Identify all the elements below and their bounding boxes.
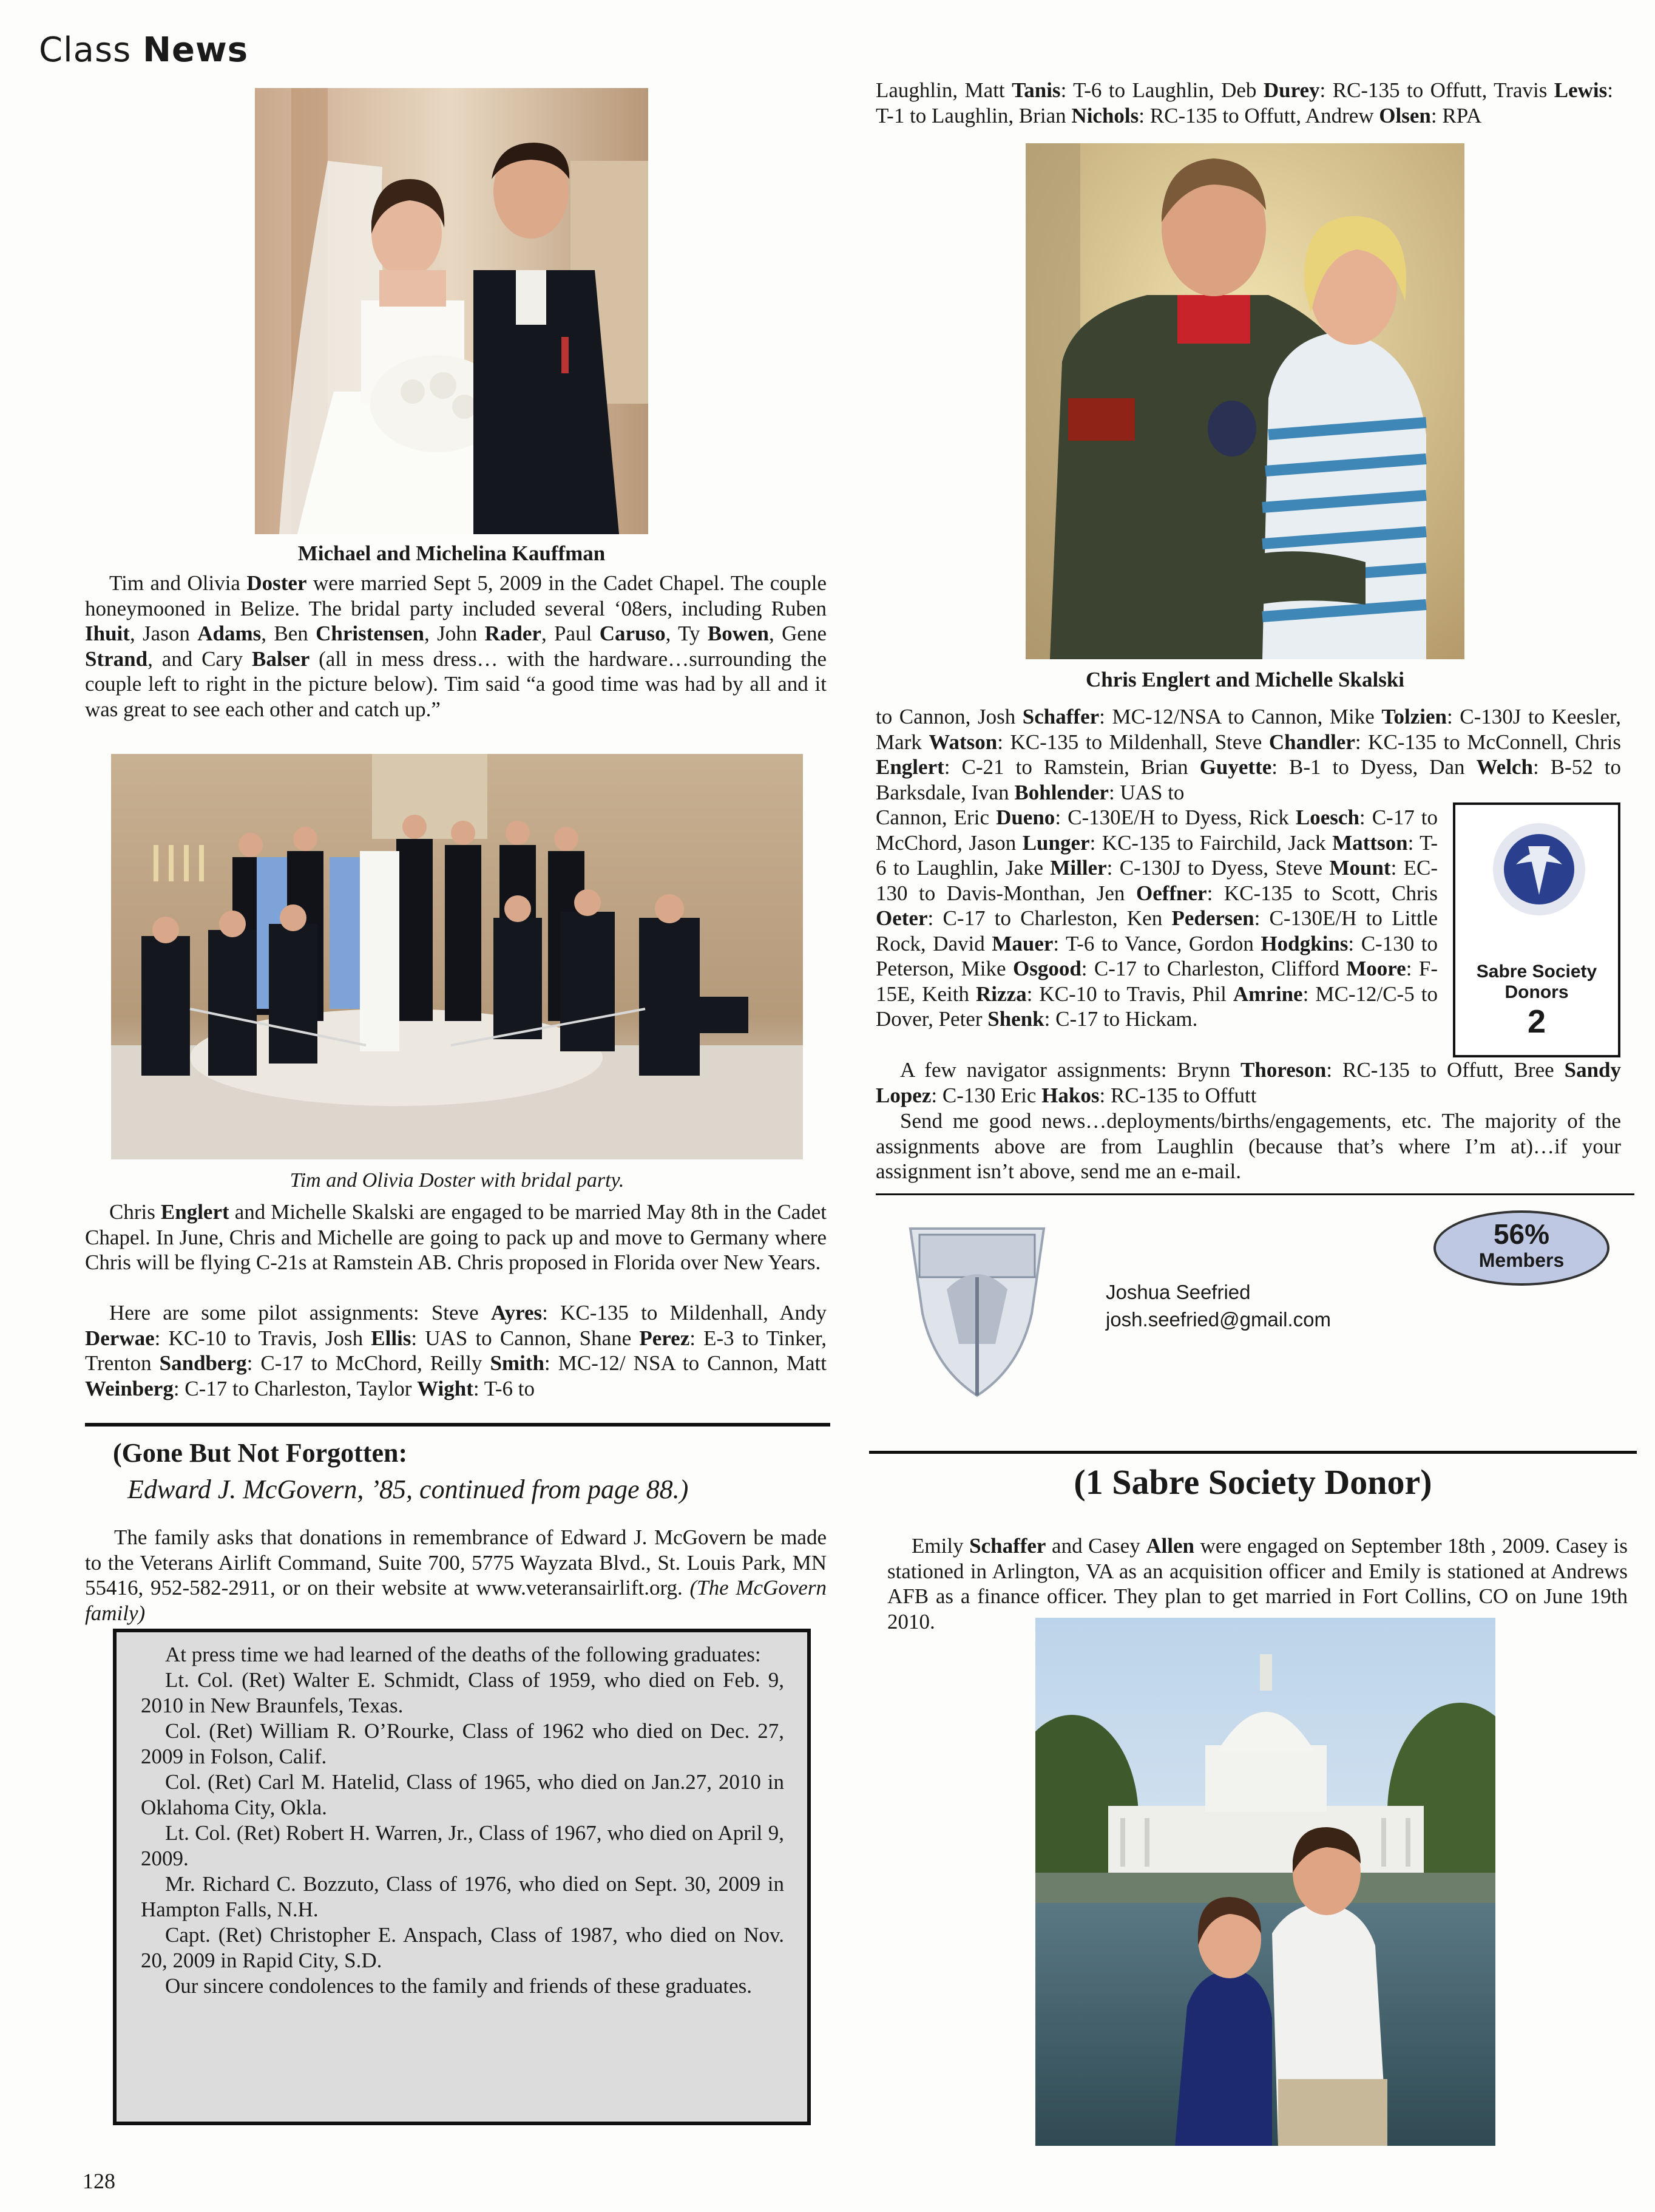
text-run: : B-1 to Dyess, Dan (1271, 755, 1477, 779)
bold-surname: Balser (251, 646, 310, 671)
members-percent: 56% (1493, 1218, 1550, 1250)
bold-surname: Wight (417, 1376, 473, 1400)
pilot-assignments-paragraph (85, 1300, 827, 1401)
text-run: : KC-135 to Mildenhall, Andy (542, 1301, 827, 1325)
bold-surname: Sandberg (159, 1351, 247, 1375)
kauffman-photo-caption: Michael and Michelina Kauffman (297, 541, 606, 565)
englert-engagement-paragraph (85, 1199, 827, 1275)
death-entry: Capt. (Ret) Christopher E. Anspach, Class of 1987, who died on Nov. 20, 2009 in Rapid City, S.D. (141, 1923, 784, 1972)
sabre-society-count: 2 (1527, 1003, 1546, 1040)
bold-surname: Rader (484, 622, 541, 645)
text-run: : C-130J to Keesler, Mark (876, 705, 1621, 754)
text-run: Cannon, Eric (876, 806, 997, 829)
text-run: : KC-135 to Mildenhall, Steve (997, 730, 1269, 754)
closing-paragraph: Send me good news…deployments/births/engagements, etc. The majority of the assignments above are from Laughlin (because that’s where I’m at)…if your assignment isn’t above, send me an e-mail. (876, 1109, 1621, 1183)
deaths-box (113, 1629, 811, 2125)
bold-surname: Osgood (1012, 957, 1081, 980)
bold-surname: Shenk (987, 1007, 1044, 1031)
bold-surname: Bohlender (1014, 780, 1109, 804)
text-run: : C-130 to Peterson, Mike (876, 931, 1438, 980)
members-badge (1433, 1210, 1609, 1286)
death-entry: Col. (Ret) Carl M. Hatelid, Class of 1965, who died on Jan.27, 2010 in Oklahoma City, Okla. (141, 1770, 784, 1819)
doster-wedding-paragraph (85, 571, 827, 722)
text-run: , Paul (541, 622, 600, 645)
text-run: : C-17 to McChord, Reilly (246, 1351, 490, 1375)
contact-name: Joshua Seefried (1106, 1281, 1251, 1303)
text-run: : C-17 to Charleston, Ken (927, 906, 1172, 930)
text-run: : EC-130 to Davis-Monthan, Jen (876, 856, 1438, 905)
death-entry: Mr. Richard C. Bozzuto, Class of 1976, who died on Sept. 30, 2009 in Hampton Falls, N.H. (141, 1872, 784, 1921)
text-run: : C-130 Eric (931, 1083, 1042, 1107)
text-run: : RC-135 to Offutt, Travis (1319, 78, 1554, 102)
bold-surname: Ihuit (85, 622, 130, 645)
text-run: : KC-10 to Travis, Phil (1026, 982, 1233, 1006)
text-run: (all in mess dress… with the hardware…surrounding the couple left to right in the picture below). Tim said “a good time was had by all and it was great to see each other and catch up.” (85, 646, 827, 721)
bold-surname: Tanis (1012, 78, 1061, 102)
header-news-word: News (143, 30, 249, 70)
kauffman-wedding-photo (255, 88, 648, 534)
text-run: , Gene (769, 622, 827, 645)
members-label: Members (1478, 1249, 1565, 1271)
bold-surname: Ayres (490, 1301, 543, 1325)
text-run: , and Cary (147, 646, 252, 671)
bold-surname: Miller (1050, 856, 1107, 880)
bold-surname: Mount (1329, 856, 1391, 880)
text-run: : UAS to (1108, 780, 1185, 804)
bold-surname: Nichols (1071, 103, 1139, 127)
gbnf-credit: (The McGovern family) (85, 1576, 827, 1625)
doster-bridal-party-photo (111, 754, 803, 1159)
text-run: Emily (912, 1534, 970, 1558)
bold-surname: Hodgkins (1261, 931, 1349, 955)
text-run: : C-130J to Dyess, Steve (1106, 856, 1330, 880)
text-run: : C-130E/H to Little Rock, David (876, 906, 1438, 955)
bold-surname: Pedersen (1171, 906, 1254, 930)
gbnf-divider (85, 1423, 830, 1427)
text-run: : C-21 to Ramstein, Brian (944, 755, 1200, 779)
text-run: : F-15E, Keith (876, 957, 1438, 1006)
text-run: Laughlin, Matt (876, 78, 1012, 102)
bold-surname: Mauer (992, 931, 1054, 955)
text-run: : T-1 to Laughlin, Brian (876, 78, 1614, 127)
text-run: A few navigator assignments: Brynn (900, 1058, 1241, 1082)
bold-surname: Lewis (1554, 78, 1608, 102)
page-number: 128 (83, 2169, 115, 2193)
bold-surname: Ellis (371, 1326, 411, 1350)
death-entry: Lt. Col. (Ret) Robert H. Warren, Jr., Class of 1967, who died on April 9, 2009. (141, 1821, 784, 1870)
text-run: to Cannon, Josh (876, 705, 1023, 728)
bold-surname: Oeffner (1135, 881, 1207, 905)
text-run: , Ty (665, 622, 708, 645)
death-entry: Lt. Col. (Ret) Walter E. Schmidt, Class of 1959, who died on Feb. 9, 2010 in New Braunfels, Texas. (141, 1668, 784, 1717)
doster-photo-caption: Tim and Olivia Doster with bridal party. (289, 1169, 624, 1192)
text-run: : E-3 to Tinker, Trenton (85, 1326, 827, 1375)
bold-surname: Olsen (1379, 103, 1431, 127)
text-run: , John (424, 622, 485, 645)
bold-surname: Allen (1146, 1534, 1194, 1558)
deaths-list (141, 1667, 784, 1973)
deaths-intro: At press time we had learned of the deaths of the following graduates: (165, 1643, 761, 1666)
bold-surname: Derwae (85, 1326, 155, 1350)
bold-surname: Dueno (996, 806, 1055, 829)
englert-photo-caption: Chris Englert and Michelle Skalski (1085, 668, 1405, 691)
text-run: were engaged on September 18th , 2009. Casey is stationed in Arlington, VA as an acquisition officer and Emily is stationed at Andrews AFB as a finance officer. They plan to get married in Fort Collins, CO on June 19th 2010. (887, 1534, 1628, 1634)
text-run: : B-52 to Barksdale, Ivan (876, 755, 1621, 804)
text-run: : C-130E/H to Dyess, Rick (1055, 806, 1296, 829)
bold-surname: Englert (876, 755, 944, 779)
bold-surname: Moore (1346, 957, 1406, 980)
bold-surname: Tolzien (1381, 705, 1447, 728)
text-run: : MC-12/C-5 to Dover, Peter (876, 982, 1438, 1031)
bold-surname: Christensen (316, 622, 425, 645)
section-header (39, 30, 248, 70)
text-run: , Ben (261, 622, 316, 645)
text-run: Here are some pilot assignments: Steve (109, 1301, 491, 1325)
bold-surname: Caruso (599, 622, 666, 645)
text-run: : T-6 to (473, 1376, 535, 1400)
right-top-paragraph (876, 78, 1613, 128)
deaths-closing: Our sincere condolences to the family and friends of these graduates. (165, 1974, 753, 1998)
text-run: and Michelle Skalski are engaged to be married May 8th in the Cadet Chapel. In June, Chris and Michelle are going to pack up and move to Germany where Chris will be flying C-21s at Ramstein AB. Chris proposed in Florida over New Years. (85, 1200, 827, 1274)
text-run: : MC-12/NSA to Cannon, Mike (1099, 705, 1382, 728)
bold-surname: Oeter (876, 906, 928, 930)
sabre-society-box (1453, 802, 1620, 1057)
bold-surname: Thoreson (1240, 1058, 1327, 1082)
text-run: : T-6 to Laughlin, Deb (1060, 78, 1264, 102)
bold-surname: Perez (639, 1326, 690, 1350)
bold-surname: Amrine (1233, 982, 1303, 1006)
right-wide-paragraph (876, 704, 1621, 805)
right-narrow-paragraph (876, 805, 1438, 1032)
text-run: : C-17 to Hickam. (1044, 1007, 1198, 1031)
text-run: Tim and Olivia (109, 571, 247, 595)
sabre-society-seal-icon (1492, 822, 1586, 917)
contact-bottom-divider (869, 1451, 1637, 1454)
bold-surname: Hakos (1041, 1083, 1100, 1107)
gbnf-subtitle: Edward J. McGovern, ’85, continued from page 88.) (127, 1474, 689, 1504)
bold-surname: Mattson (1332, 830, 1408, 855)
bold-surname: Adams (197, 622, 262, 645)
bold-surname: Schaffer (1022, 705, 1100, 728)
capitol-couple-photo (1035, 1618, 1495, 2146)
text-run: : T-6 to Vance, Gordon (1053, 931, 1261, 955)
text-run: : UAS to Cannon, Shane (411, 1326, 640, 1350)
text-run: Chris (109, 1200, 161, 1224)
bold-surname: Loesch (1295, 806, 1359, 829)
contact-top-divider (876, 1193, 1634, 1195)
bold-surname: Sandy Lopez (876, 1058, 1622, 1107)
bold-surname: Doster (246, 571, 307, 595)
bold-surname: Guyette (1199, 755, 1272, 779)
text-run: : RC-135 to Offutt, Andrew (1139, 103, 1379, 127)
text-run: : T-6 to Laughlin, Jake (876, 830, 1438, 880)
bold-surname: Bowen (707, 622, 770, 645)
text-run: were married Sept 5, 2009 in the Cadet Chapel. The couple honeymooned in Belize. The bridal party included several ‘08ers, including Ruben (85, 571, 827, 620)
englert-skalski-photo (1026, 143, 1464, 659)
class-crest-icon (898, 1223, 1056, 1399)
text-run: : MC-12/ NSA to Cannon, Matt (544, 1351, 827, 1375)
bold-surname: Weinberg (85, 1376, 174, 1400)
text-run: : KC-10 to Travis, Josh (154, 1326, 371, 1350)
gbnf-text: The family asks that donations in remembrance of Edward J. McGovern be made to the Veterans Airlift Command, Suite 700, 5775 Wayzata Blvd., St. Louis Park, MN 55416, 952-582-2911, or on their website at www.veteransairlift.org. (85, 1525, 827, 1600)
bold-surname: Lunger (1022, 830, 1090, 855)
header-class-word: Class (39, 30, 132, 70)
text-run: : C-17 to McChord, Jason (876, 806, 1438, 855)
bold-surname: Durey (1263, 78, 1320, 102)
navigator-paragraph (876, 1057, 1621, 1108)
bold-surname: Schaffer (969, 1534, 1046, 1558)
text-run: : RC-135 to Offutt (1099, 1083, 1257, 1107)
text-run: : C-17 to Charleston, Taylor (173, 1376, 418, 1400)
bold-surname: Welch (1476, 755, 1533, 779)
bold-surname: Rizza (976, 982, 1027, 1006)
bold-surname: Smith (490, 1351, 544, 1375)
bold-surname: Chandler (1268, 730, 1355, 754)
text-run: : KC-135 to Fairchild, Jack (1089, 830, 1333, 855)
text-run: : RC-135 to Offutt, Bree (1326, 1058, 1565, 1082)
sabre-society-label: Sabre Society Donors (1476, 962, 1597, 1002)
death-entry: Col. (Ret) William R. O’Rourke, Class of 1962 who died on Dec. 27, 2009 in Folson, Calif. (141, 1719, 784, 1768)
class-1985-title: (1 Sabre Society Donor) (1074, 1462, 1432, 1502)
text-run: , Jason (129, 622, 198, 645)
gbnf-paragraph (85, 1525, 827, 1626)
text-run: : C-17 to Charleston, Clifford (1081, 957, 1347, 980)
text-run: : KC-135 to Scott, Chris (1207, 881, 1438, 905)
contact-email[interactable]: josh.seefried@gmail.com (1106, 1308, 1331, 1331)
bold-surname: Watson (929, 730, 998, 754)
text-run: and Casey (1046, 1534, 1146, 1558)
gbnf-title: (Gone But Not Forgotten: (113, 1438, 408, 1468)
bold-surname: Strand (85, 646, 148, 671)
text-run: : RPA (1430, 103, 1482, 127)
bold-surname: Englert (160, 1200, 229, 1224)
text-run: : KC-135 to McConnell, Chris (1355, 730, 1621, 754)
